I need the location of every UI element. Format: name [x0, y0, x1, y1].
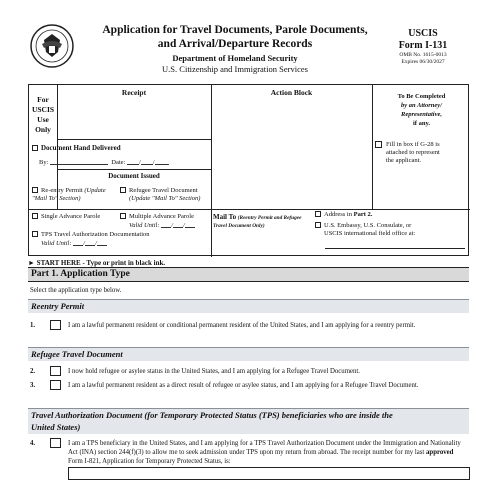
refugee-travel-checkbox[interactable]: [120, 187, 126, 193]
item-number: 3.: [30, 382, 36, 389]
item-text: I am a lawful permanent resident as a direct result of refugee or asylee status, and I am applying for a Refugee Travel Document.: [68, 382, 419, 389]
document-hand-delivered: Document Hand Delivered: [32, 144, 121, 152]
action-block-label: Action Block: [270, 88, 313, 97]
date-day-field[interactable]: [141, 158, 153, 165]
omb-number: OMB No. 1615-0013: [399, 52, 447, 58]
item-4-checkbox[interactable]: [50, 438, 61, 448]
start-here-instruction: ► START HERE - Type or print in black ink.: [28, 259, 166, 267]
dhs-seal-icon: [30, 24, 74, 68]
section-reentry-permit: Reentry Permit: [28, 299, 469, 313]
attorney-heading: To Be Completed by an Attorney/ Representative, if any.: [397, 93, 446, 127]
select-instruction: Select the application type below.: [30, 287, 122, 294]
mail-to-consulate-option: U.S. Embassy, U.S. Consulate, or USCIS international field office at:: [315, 222, 469, 238]
multiple-advance-parole-checkbox[interactable]: [120, 213, 126, 219]
agency-short: USCIS: [408, 28, 438, 39]
multi-valid-year[interactable]: [185, 221, 195, 228]
for-uscis-use-only: For USCIS Use Only: [31, 95, 55, 134]
agency-name: U.S. Citizenship and Immigration Services: [162, 64, 308, 74]
tps-valid-year[interactable]: [97, 239, 107, 246]
list-item-1: [30, 320, 470, 342]
item-number: 1.: [30, 322, 36, 329]
mail-to-heading: Mail To (Reentry Permit and Refugee Travel Document Only): [213, 213, 302, 229]
receipt-number-input[interactable]: [68, 467, 470, 480]
list-item-2: [30, 366, 470, 378]
g28-checkbox[interactable]: [375, 141, 382, 148]
refugee-travel-option: Refugee Travel Document (Update "Mail To" Section): [120, 187, 212, 203]
consulate-checkbox[interactable]: [315, 222, 321, 228]
date-month-field[interactable]: [127, 158, 139, 165]
item-1-checkbox[interactable]: [50, 320, 61, 330]
single-advance-parole-option: Single Advance Parole: [32, 213, 100, 221]
by-field[interactable]: [50, 158, 108, 165]
uscis-office-use-box: [28, 84, 469, 256]
form-id-block: [382, 28, 464, 66]
date-year-field[interactable]: [155, 158, 169, 165]
section-tps-travel-authorization: Travel Authorization Document (for Temporary Protected Status (TPS) beneficiaries who are inside the United States): [28, 408, 469, 434]
single-advance-parole-checkbox[interactable]: [32, 213, 38, 219]
tps-valid-day[interactable]: [85, 239, 95, 246]
part1-header: Part 1. Application Type: [28, 267, 469, 282]
receipt-label: Receipt: [121, 88, 147, 97]
reentry-permit-option: Re-entry Permit (Update "Mail To" Section): [32, 187, 106, 202]
hand-delivered-checkbox[interactable]: [32, 145, 38, 151]
tps-travel-checkbox[interactable]: [32, 231, 38, 237]
g28-option: Fill in box if G-28 is attached to represent the applicant.: [375, 141, 467, 165]
multi-valid-month[interactable]: [161, 221, 171, 228]
multiple-advance-parole-option: Multiple Advance Parole Valid Until: / /: [120, 213, 212, 230]
item-2-checkbox[interactable]: [50, 366, 61, 376]
item-text: I now hold refugee or asylee status in the United States, and I am applying for a Refugee Travel Document.: [68, 368, 361, 375]
section-refugee-travel-document: Refugee Travel Document: [28, 347, 469, 361]
expiration-date: Expires 06/30/2027: [401, 59, 445, 65]
consulate-address-line[interactable]: [325, 248, 465, 249]
delivered-by-row: By: Date: / /: [39, 158, 169, 167]
list-item-4: [30, 438, 470, 468]
document-issued-heading: Document Issued: [108, 172, 160, 180]
item-text: I am a lawful permanent resident or conditional permanent resident of the United States, and I am applying for a reentry permit.: [68, 322, 416, 329]
item-3-checkbox[interactable]: [50, 380, 61, 390]
item-number: 2.: [30, 368, 36, 375]
multi-valid-day[interactable]: [173, 221, 183, 228]
reentry-permit-checkbox[interactable]: [32, 187, 38, 193]
item-number: 4.: [30, 440, 36, 447]
address-part2-checkbox[interactable]: [315, 211, 321, 217]
tps-travel-option: TPS Travel Authorization Documentation Valid Until: / /: [32, 231, 210, 248]
department-name: Department of Homeland Security: [172, 53, 298, 63]
form-title: Application for Travel Documents, Parole Documents, and Arrival/Departure Records: [102, 24, 368, 50]
mail-to-address-option: Address in Part 2.: [315, 211, 469, 219]
form-number: Form I-131: [398, 40, 448, 51]
item-text: I am a TPS beneficiary in the United States, and I am applying for a TPS Travel Authorization Document under the Immigration and Nationality Act (INA) section 244(f)(3) to allow me to seek admission under TPS upon my return from abroad. The receipt number for my last approved Form I-821, Application for Temporary Protected Status, is:: [68, 440, 461, 465]
list-item-3: [30, 380, 470, 402]
tps-valid-month[interactable]: [73, 239, 83, 246]
